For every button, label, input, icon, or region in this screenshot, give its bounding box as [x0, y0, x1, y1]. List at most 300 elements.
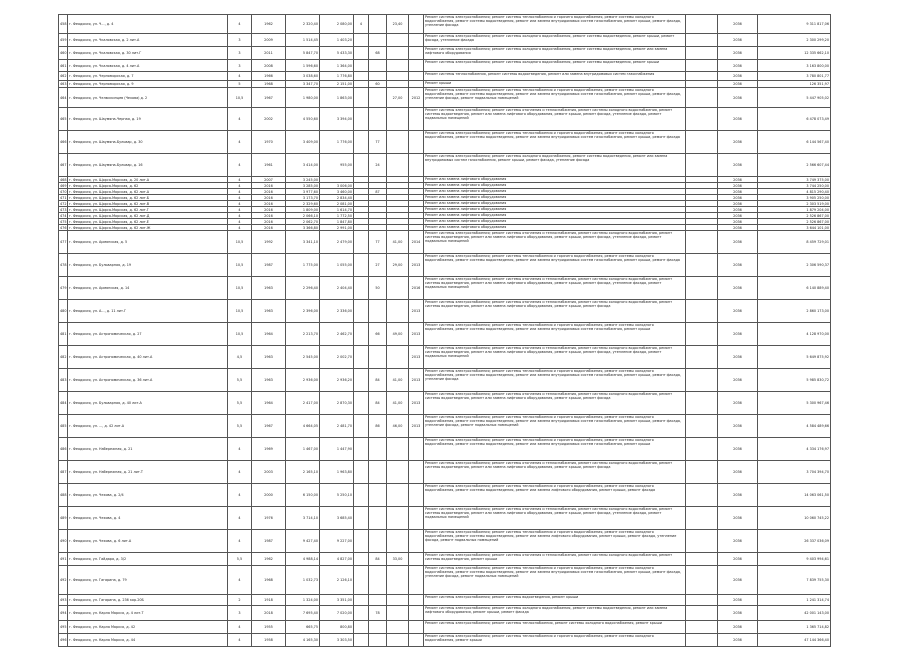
year-repair-cell	[409, 461, 424, 484]
blank-cell	[686, 34, 718, 47]
works-description-cell: Ремонт или замена лифтового оборудования	[424, 201, 686, 207]
area-living-cell: 2 151,00	[320, 81, 354, 88]
floors-cell: 4	[228, 177, 252, 183]
address-cell: г. Феодосия, ул. Щорса-Морская, д. 62 лит.Б	[68, 195, 228, 201]
row-number: 474	[60, 213, 67, 218]
blank-cell	[686, 81, 718, 88]
works-description-cell: Ремонт системы электроснабжения; ремонт системы отопления и теплоснабжения, ремонт системы холодного водоснабжения, ремонт системы водоотведения, ремонт или замена лифтового оборудования, ремонт крыши, ремонт фасада, утепление фасада, ремонт подвальных помещений	[424, 507, 686, 530]
row-number: 467	[59, 154, 68, 177]
register-table	[58, 14, 831, 647]
area-total-cell: 3 409,00	[286, 131, 320, 154]
floors-cell: 4	[228, 225, 252, 231]
works-description-cell: Ремонт или замена лифтового оборудования	[424, 189, 686, 195]
year-cell: 2016	[252, 225, 286, 231]
year-cell: 2002	[252, 108, 286, 131]
row-number: 466	[59, 131, 68, 154]
year-cell: 2016	[252, 183, 286, 189]
works-description-cell: Ремонт или замена лифтового оборудования	[424, 219, 686, 225]
empty-cell	[354, 34, 369, 47]
address-cell: г. Феодосия, ул. А..., д. 11 лит.Г	[68, 300, 228, 323]
apartments-cell: 68	[369, 47, 387, 60]
plan-year-cell: 2036	[718, 177, 758, 183]
blank-cell	[686, 47, 718, 60]
area-living-cell: 2 870,30	[320, 392, 354, 415]
address-cell: г. Феодосия, ул. Бульварная, д. 40 лит.А	[68, 392, 228, 415]
empty-cell	[354, 634, 369, 647]
area-living-cell: 1 364,00	[320, 60, 354, 72]
area-total-cell: 3 366,80	[286, 225, 320, 231]
row-number: 484	[59, 392, 68, 415]
empty-cell	[354, 461, 369, 484]
address-cell: г. Феодосия, ул. Шаумяна-Черная, д. 19	[68, 108, 228, 131]
cost-cell: 6 144 567,40	[758, 131, 831, 154]
address-cell: г. Феодосия, ул. Щорса-Морская, д. 20 лит.А	[68, 177, 228, 183]
blank-cell	[686, 530, 718, 553]
year-repair-cell: 2014	[409, 231, 424, 254]
address-cell: г. Феодосия, ул. Чехова, д. 2/4	[68, 484, 228, 507]
floors-cell: 10,5	[228, 231, 252, 254]
row-number: 460	[59, 47, 68, 60]
floors-cell: 5	[228, 81, 252, 88]
year-repair-cell	[409, 15, 424, 34]
floors-cell: 4	[228, 484, 252, 507]
year-cell: 2011	[252, 47, 286, 60]
row-number: 482	[59, 346, 68, 369]
area-total-cell: 1 809,00	[286, 207, 320, 213]
apartments-cell	[369, 438, 387, 461]
empty-cell	[354, 438, 369, 461]
area-living-cell: 3 351,00	[320, 595, 354, 606]
floors-cell: 5,5	[228, 369, 252, 392]
row-number: 487	[59, 461, 68, 484]
apartments-cell	[369, 346, 387, 369]
address-cell: г. Феодосия, ул. Черноморская, д. 9	[68, 81, 228, 88]
floors-cell: 3	[228, 60, 252, 72]
area-living-cell: 3 394,00	[320, 108, 354, 131]
blank-cell	[686, 415, 718, 438]
apartments-cell	[369, 108, 387, 131]
year-repair-cell	[409, 621, 424, 634]
residents-cell	[387, 60, 409, 72]
empty-cell	[354, 47, 369, 60]
table-row	[59, 131, 831, 154]
row-number: 496	[59, 634, 68, 647]
area-total-cell: 1 032,73	[286, 566, 320, 595]
blank-cell	[686, 323, 718, 346]
row-number: 469	[60, 183, 67, 188]
plan-year-cell: 2036	[718, 195, 758, 201]
plan-year-cell: 2036	[718, 277, 758, 300]
cost-cell: 3 749 375,00	[758, 177, 831, 183]
area-living-cell: 955,00	[320, 154, 354, 177]
residents-cell	[387, 277, 409, 300]
works-description-cell: Ремонт системы электроснабжения; ремонт системы теплоснабжения и горячего водоснабжения, ремонт системы холодного водоснабжения, ремонт системы водоотведения, ремонт или замена внутридомовых систем газоснабжения, ремонт крыши	[424, 438, 686, 461]
address-cell: г. Феодосия, ул. Щорса-Морская, д. 62 лит.Ж	[68, 225, 228, 231]
works-description-cell: Ремонт системы электроснабжения; ремонт системы холодного водоснабжения, ремонт системы водоотведения, ремонт крыши, ремонт фасада, утепление фасада	[424, 34, 686, 47]
area-living-cell: 1 776,00	[320, 131, 354, 154]
area-total-cell: 1 775,00	[286, 254, 320, 277]
table-row	[59, 346, 831, 369]
blank-cell	[686, 553, 718, 566]
apartments-cell	[369, 566, 387, 595]
empty-cell	[354, 88, 369, 108]
plan-year-cell: 2036	[718, 606, 758, 621]
table-row	[59, 461, 831, 484]
year-repair-cell	[409, 131, 424, 154]
table-row	[59, 277, 831, 300]
year-cell: 1964	[252, 323, 286, 346]
year-repair-cell: 2012	[409, 88, 424, 108]
floors-cell: 5,5	[228, 392, 252, 415]
cost-cell: 12 335 662,10	[758, 47, 831, 60]
address-cell: г. Феодосия, ул. ..., д. 42 лит.А	[68, 415, 228, 438]
table-row	[59, 369, 831, 392]
floors-cell: 3	[228, 47, 252, 60]
floors-cell: 4	[228, 438, 252, 461]
address-cell: г. Феодосия, ул. Набережная, д. 21 лит.Т	[68, 461, 228, 484]
residents-cell	[387, 300, 409, 323]
year-repair-cell	[409, 566, 424, 595]
residents-cell	[387, 108, 409, 131]
area-total-cell: 6 150,00	[286, 484, 320, 507]
row-number: 495	[59, 621, 68, 634]
plan-year-cell: 2036	[718, 323, 758, 346]
cost-cell: 8 459 729,01	[758, 231, 831, 254]
works-description-cell: Ремонт системы электроснабжения; ремонт системы теплоснабжения и горячего водоснабжения, ремонт системы холодного водоснабжения, ремонт системы водоотведения, ремонт или замена внутридомовых систем газоснабжения, ремонт крыши, ремонт фасада, утепление фасада, ремонт подвальных помещений	[424, 88, 686, 108]
table-row	[59, 108, 831, 131]
address-cell: г. Феодосия, ул. Гагарина, д. 236 кор.20Б	[68, 595, 228, 606]
row-number: 475	[60, 219, 67, 224]
area-total-cell: 3 414,00	[286, 154, 320, 177]
empty-cell	[354, 484, 369, 507]
empty-cell	[354, 369, 369, 392]
cost-cell: 9 311 817,06	[758, 15, 831, 34]
row-number: 492	[59, 566, 68, 595]
empty-cell	[354, 392, 369, 415]
floors-cell: 4	[228, 213, 252, 219]
floors-cell: 4	[228, 15, 252, 34]
table-row	[59, 634, 831, 647]
residents-cell	[387, 461, 409, 484]
row-number: 471	[60, 195, 67, 200]
cost-cell: 6 140 889,40	[758, 277, 831, 300]
residents-cell	[387, 154, 409, 177]
year-cell: 1963	[252, 277, 286, 300]
works-description-cell: Ремонт системы электроснабжения; ремонт системы теплоснабжения и горячего водоснабжения, ремонт системы холодного водоснабжения, ремонт системы водоотведения, ремонт или замена внутридомовых систем газоснабжения, ремонт крыши, ремонт фасада, утепление фасада	[424, 15, 686, 34]
works-description-cell: Ремонт системы электроснабжения; ремонт системы теплоснабжения и горячего водоснабжения, ремонт системы холодного водоснабжения, ремонт системы водоотведения, ремонт или замена внутридомовых систем газоснабжения, ремонт крыши, ремонт фасада, утепление фасада, ремонт подвальных помещений	[424, 566, 686, 595]
plan-year-cell: 2036	[718, 72, 758, 81]
floors-cell: 10,5	[228, 277, 252, 300]
apartments-cell: 77	[369, 131, 387, 154]
year-cell: 2000	[252, 484, 286, 507]
apartments-cell	[369, 484, 387, 507]
table-row	[59, 438, 831, 461]
address-cell: г. Феодосия, ул. Гагарина, д. 79	[68, 566, 228, 595]
row-number: 478	[59, 254, 68, 277]
residents-cell	[387, 72, 409, 81]
cost-cell: 2 303 519,00	[758, 201, 831, 207]
cost-cell: 1 241 314,74	[758, 595, 831, 606]
floors-cell: 4	[228, 219, 252, 225]
address-cell: г. Феодосия, ул. Шаумяна-Бульвар, д. 16	[68, 154, 228, 177]
residents-cell	[387, 566, 409, 595]
floors-cell: 4	[228, 530, 252, 553]
row-number: 472	[60, 201, 67, 206]
plan-year-cell: 2036	[718, 254, 758, 277]
table-row	[59, 154, 831, 177]
year-cell: 1967	[252, 88, 286, 108]
year-cell: 1968	[252, 566, 286, 595]
works-description-cell: Ремонт системы электроснабжения; ремонт системы теплоснабжения и горячего водоснабжения, ремонт системы холодного водоснабжения, ремонт системы водоотведения, ремонт или замена внутридомовых систем газоснабжения, ремонт крыши	[424, 323, 686, 346]
area-total-cell: 3 977,60	[286, 189, 320, 195]
floors-cell: 4,5	[228, 346, 252, 369]
table-body	[59, 15, 831, 647]
table-row	[59, 606, 831, 621]
plan-year-cell: 2036	[718, 507, 758, 530]
works-description-cell: Ремонт системы электроснабжения; ремонт системы холодного водоснабжения, ремонт системы водоотведения, ремонт или замена лифтового оборудования, ремонт крыши, ремонт фасада	[424, 606, 686, 621]
year-cell: 2016	[252, 213, 286, 219]
works-description-cell: Ремонт системы теплоснабжения, ремонт системы водоотведения, ремонт или замена внутридомовых систем газоснабжения	[424, 72, 686, 81]
year-cell: 1962	[252, 15, 286, 34]
apartments-cell: 27	[369, 254, 387, 277]
cost-cell: 26 337 036,09	[758, 530, 831, 553]
works-description-cell: Ремонт системы электроснабжения; ремонт системы отопления и теплоснабжения, ремонт системы холодного водоснабжения, ремонт системы водоотведения, ремонт или замена лифтового оборудования, ремонт крыши, ремонт фасада	[424, 300, 686, 323]
year-repair-cell	[409, 606, 424, 621]
residents-cell	[387, 438, 409, 461]
year-cell: 2018	[252, 606, 286, 621]
empty-cell	[354, 154, 369, 177]
floors-cell: 3	[228, 34, 252, 47]
year-repair-cell: 2013	[409, 300, 424, 323]
floors-cell: 4	[228, 566, 252, 595]
year-repair-cell	[409, 438, 424, 461]
floors-cell: 10,5	[228, 300, 252, 323]
plan-year-cell: 2036	[718, 225, 758, 231]
apartments-cell	[369, 461, 387, 484]
address-cell: г. Феодосия, ул. Гайдара, д. 3/2	[68, 553, 228, 566]
residents-cell: 49,00	[387, 323, 409, 346]
apartments-cell: 86	[369, 415, 387, 438]
area-total-cell: 4 550,60	[286, 108, 320, 131]
residents-cell	[387, 507, 409, 530]
area-living-cell: 5 433,30	[320, 47, 354, 60]
area-total-cell: 2 066,10	[286, 213, 320, 219]
area-living-cell: 1 447,90	[320, 438, 354, 461]
row-number: 463	[60, 82, 67, 86]
plan-year-cell: 2036	[718, 530, 758, 553]
area-living-cell: 1 614,70	[320, 207, 354, 213]
plan-year-cell: 2036	[718, 201, 758, 207]
table-row	[59, 530, 831, 553]
year-cell: 1955	[252, 621, 286, 634]
blank-cell	[686, 595, 718, 606]
table-row	[59, 507, 831, 530]
empty-cell	[354, 346, 369, 369]
table-row	[59, 47, 831, 60]
works-description-cell: Ремонт системы электроснабжения; ремонт системы отопления и теплоснабжения, ремонт системы холодного водоснабжения, ремонт системы водоотведения, ремонт или замена лифтового оборудования, ремонт крыши, ремонт фасада, утепление фасада, ремонт подвальных помещений	[424, 277, 686, 300]
works-description-cell: Ремонт системы электроснабжения; ремонт системы водоотведения, ремонт крыши	[424, 595, 686, 606]
table-row	[59, 392, 831, 415]
row-number: 491	[59, 553, 68, 566]
apartments-cell: 87	[369, 189, 387, 195]
address-cell: г. Феодосия, ул. Щорса-Морская, д. 62	[68, 183, 228, 189]
table-row	[59, 81, 831, 88]
works-description-cell: Ремонт системы электроснабжения; ремонт системы отопления и теплоснабжения, ремонт системы холодного водоснабжения, ремонт системы водоотведения, ремонт или замена лифтового оборудования, ремонт крыши, ремонт фасада, утепление фасада, ремонт подвальных помещений	[424, 108, 686, 131]
area-total-cell: 1 514,45	[286, 34, 320, 47]
area-total-cell: 4 165,30	[286, 634, 320, 647]
year-repair-cell: 2013	[409, 254, 424, 277]
cost-cell: 7 839 755,30	[758, 566, 831, 595]
address-cell: г. Феодосия, ул. Черноморская, д. 7	[68, 72, 228, 81]
empty-cell	[354, 553, 369, 566]
residents-cell	[387, 595, 409, 606]
area-total-cell: 3 347,70	[286, 81, 320, 88]
area-living-cell: 3 006,00	[320, 183, 354, 189]
area-living-cell: 1 847,80	[320, 219, 354, 225]
blank-cell	[686, 254, 718, 277]
year-cell: 2009	[252, 34, 286, 47]
area-total-cell: 1 324,00	[286, 595, 320, 606]
area-total-cell: 7 695,40	[286, 606, 320, 621]
area-living-cell: 2 080,00	[320, 15, 354, 34]
area-total-cell: 2 213,70	[286, 323, 320, 346]
plan-year-cell: 2036	[718, 415, 758, 438]
floors-cell: 4	[228, 201, 252, 207]
blank-cell	[686, 484, 718, 507]
plan-year-cell: 2036	[718, 183, 758, 189]
table-row	[59, 88, 831, 108]
address-cell: г. Феодосия, ул. Чкаловская, д. 4 лит.А	[68, 60, 228, 72]
area-total-cell: 665,75	[286, 621, 320, 634]
floors-cell: 4	[228, 72, 252, 81]
address-cell: г. Феодосия, ул. Астрономическая, д. 40 лит.А	[68, 346, 228, 369]
year-repair-cell	[409, 595, 424, 606]
row-number: 481	[59, 323, 68, 346]
apartments-cell	[369, 60, 387, 72]
area-living-cell: 2 336,00	[320, 300, 354, 323]
table-row	[59, 595, 831, 606]
year-repair-cell: 2013	[409, 415, 424, 438]
cost-cell: 9 403 994,61	[758, 553, 831, 566]
year-repair-cell: 2013	[409, 346, 424, 369]
table-row	[59, 34, 831, 47]
floors-cell: 10,5	[228, 323, 252, 346]
address-cell: г. Феодосия, ул. Астрономическая, д. 36 лит.А	[68, 369, 228, 392]
area-total-cell: 2 417,00	[286, 392, 320, 415]
apartments-cell: 77	[369, 231, 387, 254]
cost-cell: 3 780 801,77	[758, 72, 831, 81]
empty-cell	[354, 300, 369, 323]
year-cell: 1963	[252, 300, 286, 323]
year-cell: 2007	[252, 177, 286, 183]
cost-cell: 2 306 590,37	[758, 254, 831, 277]
residents-cell: 41,00	[387, 392, 409, 415]
floors-cell: 5,5	[228, 553, 252, 566]
row-number: 479	[59, 277, 68, 300]
year-repair-cell	[409, 34, 424, 47]
area-living-cell: 3 303,50	[320, 634, 354, 647]
year-cell: 1963	[252, 369, 286, 392]
plan-year-cell: 2036	[718, 15, 758, 34]
area-total-cell: 5 847,70	[286, 47, 320, 60]
apartments-cell	[369, 15, 387, 34]
year-repair-cell	[409, 81, 424, 88]
plan-year-cell: 2036	[718, 595, 758, 606]
residents-cell: 41,00	[387, 231, 409, 254]
area-total-cell: 3 173,70	[286, 195, 320, 201]
empty-cell	[354, 277, 369, 300]
year-cell: 1970	[252, 131, 286, 154]
address-cell: г. Феодосия, ул. Щорса-Морская, д. 62 лит.Д	[68, 213, 228, 219]
floors-cell: 4	[228, 621, 252, 634]
area-total-cell: 4 988,14	[286, 553, 320, 566]
area-living-cell: 2 126,10	[320, 566, 354, 595]
works-description-cell: Ремонт системы электроснабжения; ремонт системы теплоснабжения и горячего водоснабжения, ремонт системы холодного водоснабжения, ремонт системы водоотведения, ремонт или замена внутридомовых систем газоснабжения, ремонт крыши, ремонт фасада	[424, 254, 686, 277]
blank-cell	[686, 88, 718, 108]
row-number: 470	[60, 189, 67, 194]
table-row	[59, 415, 831, 438]
residents-cell	[387, 131, 409, 154]
year-cell: 1964	[252, 392, 286, 415]
area-total-cell: 2 165,10	[286, 461, 320, 484]
residents-cell	[387, 634, 409, 647]
plan-year-cell: 2036	[718, 207, 758, 213]
row-number: 486	[59, 438, 68, 461]
year-repair-cell	[409, 484, 424, 507]
year-cell: 1918	[252, 595, 286, 606]
plan-year-cell: 2036	[718, 108, 758, 131]
year-repair-cell	[409, 634, 424, 647]
year-repair-cell: 2013	[409, 323, 424, 346]
address-cell: г. Феодосия, ул. Карла Маркса, д. 44	[68, 634, 228, 647]
year-repair-cell: 2013	[409, 369, 424, 392]
plan-year-cell: 2036	[718, 60, 758, 72]
row-number: 462	[59, 72, 68, 81]
floors-cell: 4	[228, 189, 252, 195]
floors-cell: 4	[228, 154, 252, 177]
row-number: 476	[60, 225, 67, 230]
area-total-cell: 9 427,40	[286, 530, 320, 553]
blank-cell	[686, 634, 718, 647]
address-cell: г. Феодосия, ул. Астрономическая, д. 27	[68, 323, 228, 346]
area-living-cell: 2 479,00	[320, 231, 354, 254]
plan-year-cell: 2036	[718, 438, 758, 461]
table-row	[59, 300, 831, 323]
apartments-cell	[369, 300, 387, 323]
residents-cell: 46,00	[387, 415, 409, 438]
year-cell: 1969	[252, 438, 286, 461]
empty-cell	[354, 131, 369, 154]
area-total-cell: 2 296,40	[286, 277, 320, 300]
plan-year-cell: 2036	[718, 131, 758, 154]
apartments-cell: 84	[369, 369, 387, 392]
year-cell: 2016	[252, 189, 286, 195]
residents-cell	[387, 47, 409, 60]
area-living-cell: 7 020,00	[320, 606, 354, 621]
works-description-cell: Ремонт системы электроснабжения; ремонт системы отопления и теплоснабжения, ремонт системы холодного водоснабжения, ремонт системы водоотведения, ремонт или замена лифтового оборудования, ремонт крыши, ремонт фасада	[424, 461, 686, 484]
blank-cell	[686, 461, 718, 484]
floors-cell: 4	[228, 195, 252, 201]
plan-year-cell: 2036	[718, 484, 758, 507]
residents-cell	[387, 621, 409, 634]
plan-year-cell: 2036	[718, 346, 758, 369]
year-cell: 2003	[252, 461, 286, 484]
row-number: 461	[59, 60, 68, 72]
year-cell: 1963	[252, 346, 286, 369]
blank-cell	[686, 606, 718, 621]
blank-cell	[686, 131, 718, 154]
plan-year-cell: 2036	[718, 369, 758, 392]
